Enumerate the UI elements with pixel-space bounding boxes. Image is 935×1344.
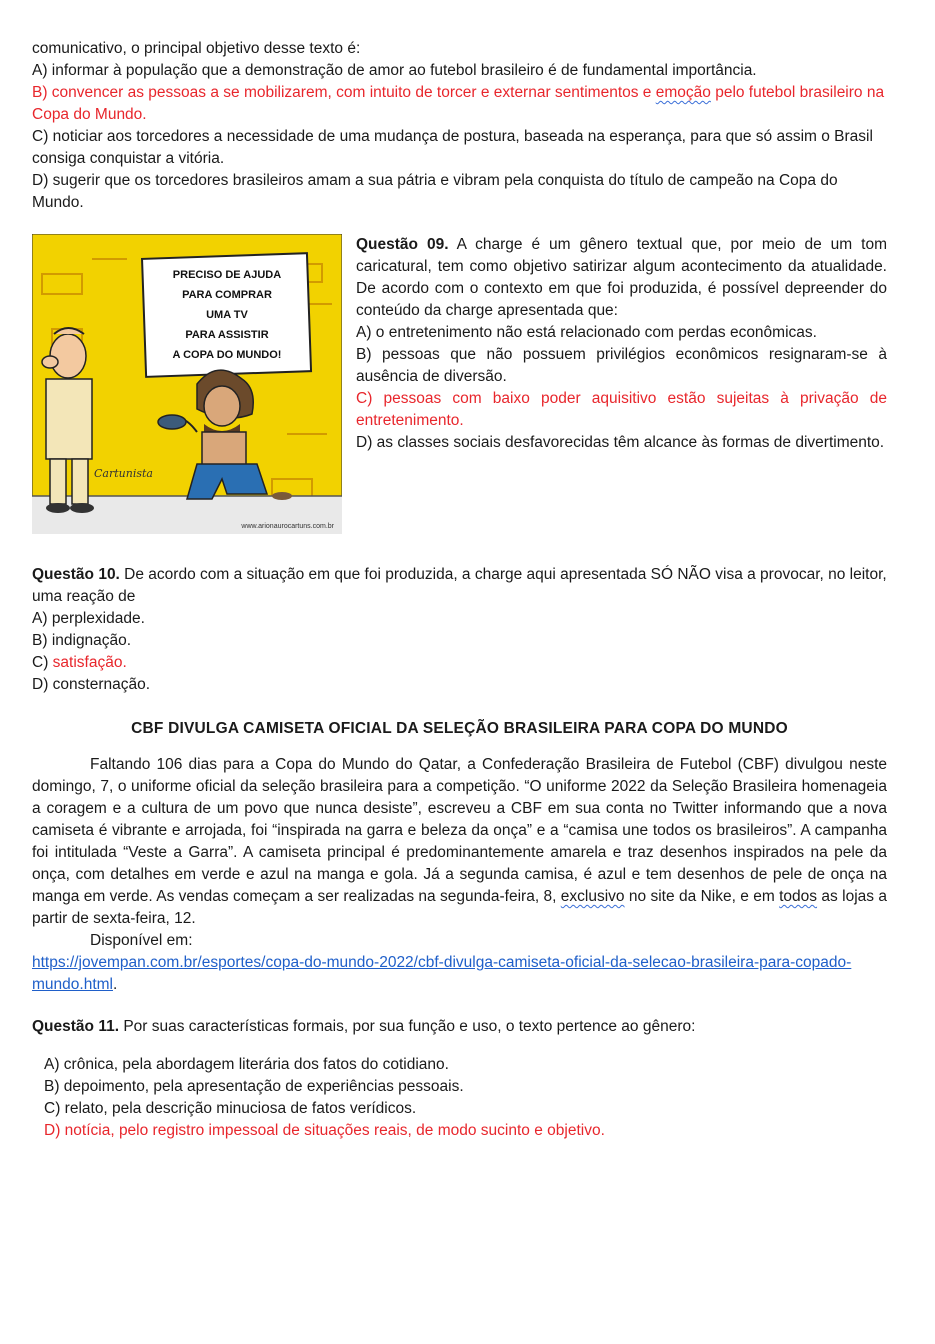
question-10-label: Questão 10. <box>32 566 120 583</box>
q11-option-c: C) relato, pela descrição minuciosa de fatos verídicos. <box>44 1100 417 1117</box>
cartoon-credit: www.arionaurocartuns.com.br <box>241 523 334 530</box>
source-link[interactable]: https://jovempan.com.br/esportes/copa-do-mundo-2022/cbf-divulga-camiseta-oficial-da-selecao-brasileira-para-copado-mundo.html <box>32 954 852 993</box>
sign-line-5: A COPA DO MUNDO! <box>172 349 282 361</box>
article-body: Faltando 106 dias para a Copa do Mundo do Qatar, a Confederação Brasileira de Futebol (CBF) divulgou neste domingo, 7, o uniforme oficial da seleção brasileira para a competição. “O uniforme 2022 da Seleção Brasileira homenageia a coragem e a cultura de um povo que nunca desiste”, escreveu a CBF em sua conta no Twitter informando que a nova camiseta é vibrante e arrojada, foi “inspirada na garra e beleza da onça” e a “camisa une todos os brasileiros”. A campanha foi intitulada “Veste a Garra”. A camiseta principal é predominantemente amarela e traz desenhos inspirados na pele da onça, com detalhes em verde e azul na manga e gola. Já a segunda camisa, é azul e tem desenhos de pele de onça na manga em verde. As vendas começam a ser realizadas na segunda-feira, 8, exclusivo no site da Nike, e em todos as lojas a partir de sexta-feira, 12. <box>32 756 887 927</box>
q9-option-a: A) o entretenimento não está relacionado com perdas econômicas. <box>356 324 817 341</box>
sign-line-2: PARA COMPRAR <box>182 289 272 301</box>
question-09-block <box>32 234 887 534</box>
intro-line: comunicativo, o principal objetivo desse texto é: <box>32 40 361 57</box>
source-line: https://jovempan.com.br/esportes/copa-do-mundo-2022/cbf-divulga-camiseta-oficial-da-selecao-brasileira-para-copado-mundo.html. <box>32 954 852 993</box>
question-09-label: Questão 09. <box>356 236 449 253</box>
source-label: Disponível em: <box>90 932 193 949</box>
q9-option-d: D) as classes sociais desfavorecidas têm alcance às formas de divertimento. <box>356 434 885 451</box>
sign-line-4: PARA ASSISTIR <box>185 329 269 341</box>
artist-signature: Cartunista <box>94 467 153 480</box>
q10-option-a: A) perplexidade. <box>32 610 145 627</box>
cartoon-illustration <box>32 234 342 534</box>
q8-option-d: D) sugerir que os torcedores brasileiros amam a sua pátria e vibram pela conquista do título de campeão na Copa do Mundo. <box>32 172 838 211</box>
q8-option-b-correct: B) convencer as pessoas a se mobilizarem, com intuito de torcer e externar sentimentos e emoção pelo futebol brasileiro na Copa do Mundo. <box>32 84 885 123</box>
q11-option-d-correct: D) notícia, pelo registro impessoal de situações reais, de modo sucinto e objetivo. <box>44 1122 605 1139</box>
document-page <box>32 38 887 1142</box>
question-09-text <box>356 234 887 534</box>
q8-option-c: C) noticiar aos torcedores a necessidade de uma mudança de postura, baseada na esperança, para que só assim o Brasil consiga conquistar a vitória. <box>32 128 873 167</box>
q11-option-b: B) depoimento, pela apresentação de experiências pessoais. <box>44 1078 464 1095</box>
q8-option-a: A) informar à população que a demonstração de amor ao futebol brasileiro é de fundamental importância. <box>32 62 757 79</box>
q10-option-b: B) indignação. <box>32 632 132 649</box>
q11-option-a: A) crônica, pela abordagem literária dos fatos do cotidiano. <box>44 1056 449 1073</box>
q9-option-c-correct: C) pessoas com baixo poder aquisitivo estão sujeitas à privação de entretenimento. <box>356 390 887 429</box>
q10-option-c-correct: C) satisfação. <box>32 654 127 671</box>
q10-option-d: D) consternação. <box>32 676 151 693</box>
question-10-statement: Questão 10. De acordo com a situação em que foi produzida, a charge aqui apresentada SÓ NÃO visa a provocar, no leitor, uma reação de <box>32 566 887 605</box>
question-09-statement: Questão 09. A charge é um gênero textual que, por meio de um tom caricatural, tem como objetivo satirizar algum acontecimento da atualidade. De acordo com o contexto em que foi produzida, é possível depreender do conteúdo da charge apresentada que: <box>356 236 887 319</box>
sign-line-3: UMA TV <box>206 309 248 321</box>
charge-cartoon-image <box>32 234 342 534</box>
q9-option-b: B) pessoas que não possuem privilégios econômicos resignaram-se à ausência de diversão. <box>356 346 887 385</box>
article-headline: CBF DIVULGA CAMISETA OFICIAL DA SELEÇÃO BRASILEIRA PARA COPA DO MUNDO <box>131 720 788 737</box>
question-11-statement: Questão 11. Por suas características formais, por sua função e uso, o texto pertence ao gênero: <box>32 1018 696 1035</box>
sign-line-1: PRECISO DE AJUDA <box>172 269 282 281</box>
question-11-label: Questão 11. <box>32 1018 120 1035</box>
